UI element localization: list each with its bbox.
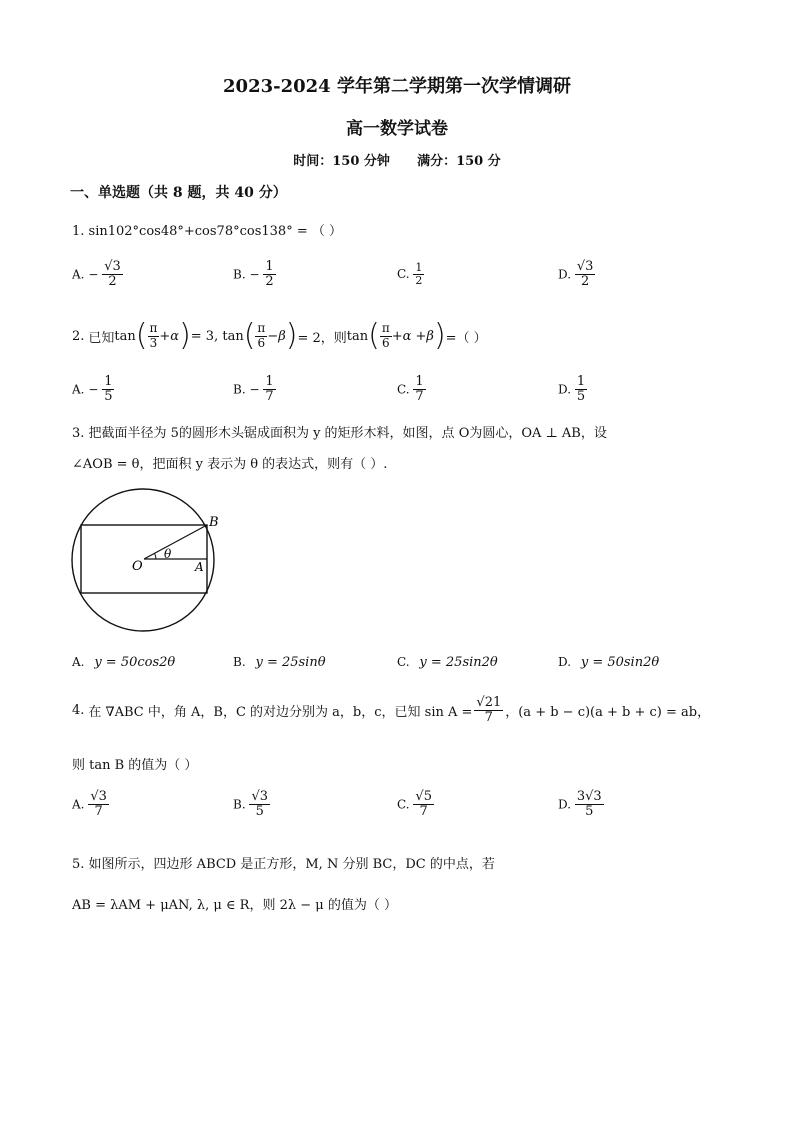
option-fraction: [413, 262, 424, 287]
fraction-denominator: 2: [580, 274, 590, 290]
question-3-line-2: ∠AOB = θ，把面积 y 表示为 θ 的表达式，则有（ ）.: [72, 457, 388, 472]
figure-circle: [72, 489, 214, 631]
q4-option-b[interactable]: [233, 790, 270, 820]
fraction-denominator: 3: [149, 335, 158, 350]
fraction-numerator: 1: [265, 259, 274, 274]
question-text: 如图所示，四边形 ABCD 是正方形，M, N 分别 BC，DC 的中点，若: [88, 857, 495, 872]
question-4-line-1: [72, 696, 710, 726]
fraction-numerator: 1: [415, 261, 423, 274]
paren-open: (: [135, 318, 148, 353]
paren-close: ): [285, 318, 298, 353]
option-text: y = 50cos2θ: [94, 655, 176, 670]
plus-alpha-beta: +α +β: [391, 328, 434, 344]
question-stem: sin102°cos48°+cos78°cos138° =: [88, 224, 308, 239]
q3-option-d[interactable]: [558, 655, 659, 670]
fraction-numerator: √3: [104, 259, 121, 274]
option-fraction: [575, 260, 596, 290]
question-4-line-2: 则 tan B 的值为（ ）: [72, 758, 198, 773]
fraction-denominator: 2: [108, 274, 117, 290]
label-theta: θ: [164, 547, 172, 561]
option-label: D.: [558, 382, 572, 397]
fraction-numerator: 1: [415, 374, 424, 389]
fraction-numerator: 1: [576, 374, 586, 389]
paren-open: (: [368, 318, 380, 353]
q2-option-a[interactable]: [72, 375, 114, 405]
fraction-denominator: 5: [104, 389, 113, 405]
fraction-numerator: √21: [476, 695, 502, 710]
fraction-denominator: 6: [257, 335, 266, 350]
q1-option-d[interactable]: [558, 260, 595, 290]
exam-title: 2023-2024 学年第二学期第一次学情调研: [223, 76, 571, 97]
pi-over-6: [255, 322, 267, 349]
paren-close: ): [433, 318, 446, 353]
option-fraction: [413, 790, 434, 820]
question-number: 5.: [72, 857, 85, 872]
option-fraction: [102, 260, 123, 290]
label-a: A: [195, 560, 204, 574]
q3-option-b[interactable]: [233, 655, 326, 670]
question-number: 1.: [72, 224, 85, 239]
option-text: y = 25sinθ: [255, 655, 326, 670]
minus-beta: −β: [267, 328, 286, 344]
question-text: 把截面半径为 5的圆形木头锯成面积为 y 的矩形木料，如图，点 O为圆心，OA ⊥ AB，设: [88, 426, 607, 441]
fraction-denominator: 7: [94, 804, 103, 820]
question-5-line-2: AB = λAM + μAN, λ, μ ∈ R，则 2λ − μ 的值为（ ）: [72, 898, 397, 913]
q1-option-b[interactable]: [233, 260, 276, 290]
fraction-denominator: 6: [381, 335, 390, 350]
equals-2: = 2，则: [297, 330, 347, 346]
fraction-denominator: 2: [415, 274, 423, 288]
option-label: D.: [558, 797, 572, 812]
option-sign: −: [88, 382, 99, 397]
label-o: O: [132, 559, 143, 574]
option-label: A.: [72, 655, 85, 669]
q4-option-a[interactable]: [72, 790, 109, 820]
option-label: B.: [233, 797, 246, 812]
equals-blank: =（ ）: [445, 330, 487, 346]
tan-label: tan: [114, 328, 136, 344]
option-text: y = 25sin2θ: [419, 655, 498, 670]
question-1: [72, 220, 342, 239]
fraction-denominator: 5: [576, 389, 586, 405]
option-label: A.: [72, 267, 85, 282]
fraction-denominator: 7: [265, 389, 274, 405]
option-label: B.: [233, 267, 246, 282]
question-2: [72, 318, 487, 353]
question-number: 3.: [72, 426, 85, 441]
option-fraction: [263, 260, 275, 290]
option-sign: −: [249, 267, 260, 282]
option-label: D.: [558, 655, 572, 669]
section-heading: 一、单选题（共 8 题，共 40 分）: [70, 185, 287, 201]
question-number: 4.: [72, 703, 85, 719]
option-fraction: [263, 375, 275, 405]
option-label: D.: [558, 267, 572, 282]
angle-arc: [155, 553, 157, 559]
fraction-denominator: 7: [415, 389, 424, 405]
paren-open: (: [243, 318, 256, 353]
q2-option-b[interactable]: [233, 375, 276, 405]
q1-option-a[interactable]: [72, 260, 123, 290]
fraction-denominator: 7: [484, 710, 493, 726]
circle-rectangle-figure: [70, 485, 230, 635]
option-label: C.: [397, 267, 410, 282]
option-fraction: [88, 790, 109, 820]
q2-option-c[interactable]: [397, 375, 426, 405]
question-number: 2.: [72, 328, 85, 344]
q4-option-d[interactable]: [558, 790, 604, 820]
option-fraction: [575, 790, 604, 820]
option-label: A.: [72, 797, 85, 812]
question-text: ，(a + b − c)(a + b + c) = ab，: [505, 705, 711, 721]
q2-option-d[interactable]: [558, 375, 587, 405]
question-text: 在 ∇ABC 中，角 A，B，C 的对边分别为 a，b，c，已知 sin A =: [88, 705, 473, 721]
option-label: B.: [233, 382, 246, 397]
sin-a-fraction: [474, 696, 503, 726]
fraction-denominator: 5: [255, 804, 264, 820]
fraction-numerator: 3√3: [576, 789, 602, 804]
exam-subtitle: 高一数学试卷: [346, 119, 448, 139]
fraction-numerator: 1: [265, 374, 274, 389]
option-text: y = 50sin2θ: [580, 655, 660, 670]
pi-over-3: [148, 322, 160, 349]
paren-close: ): [179, 318, 191, 353]
option-label: C.: [397, 382, 410, 397]
question-3-line-1: [72, 422, 607, 441]
q3-option-a[interactable]: [72, 655, 175, 670]
fraction-numerator: √3: [90, 789, 107, 804]
q4-option-c[interactable]: [397, 790, 434, 820]
fraction-numerator: 1: [104, 374, 113, 389]
question-prefix: 已知: [88, 330, 115, 346]
pi-over-6: [380, 322, 392, 349]
answer-blank: （ ）: [311, 224, 342, 239]
option-label: C.: [397, 655, 410, 669]
option-fraction: [575, 375, 587, 405]
label-b: B: [209, 515, 219, 530]
q1-option-c[interactable]: [397, 262, 424, 287]
fraction-numerator: π: [149, 321, 158, 336]
fraction-denominator: 5: [585, 804, 594, 820]
option-label: A.: [72, 382, 85, 397]
option-label: B.: [233, 655, 246, 669]
option-fraction: [102, 375, 114, 405]
fraction-denominator: 7: [419, 804, 428, 820]
option-sign: −: [88, 267, 99, 282]
fraction-numerator: √5: [415, 789, 432, 804]
question-5-line-1: [72, 853, 495, 872]
option-label: C.: [397, 797, 410, 812]
option-fraction: [249, 790, 270, 820]
fraction-numerator: √3: [251, 789, 269, 804]
exam-meta: 时间：150 分钟 满分：150 分: [293, 154, 501, 169]
tan-label: tan: [346, 328, 369, 344]
equals-3: = 3, tan: [190, 328, 244, 344]
fraction-numerator: √3: [576, 259, 594, 274]
fraction-numerator: π: [257, 321, 266, 336]
plus-alpha: +α: [159, 328, 180, 344]
fraction-numerator: π: [381, 321, 390, 336]
option-fraction: [413, 375, 425, 405]
fraction-denominator: 2: [265, 274, 274, 290]
option-sign: −: [249, 382, 260, 397]
q3-option-c[interactable]: [397, 655, 498, 670]
segment-ob: [144, 525, 207, 559]
